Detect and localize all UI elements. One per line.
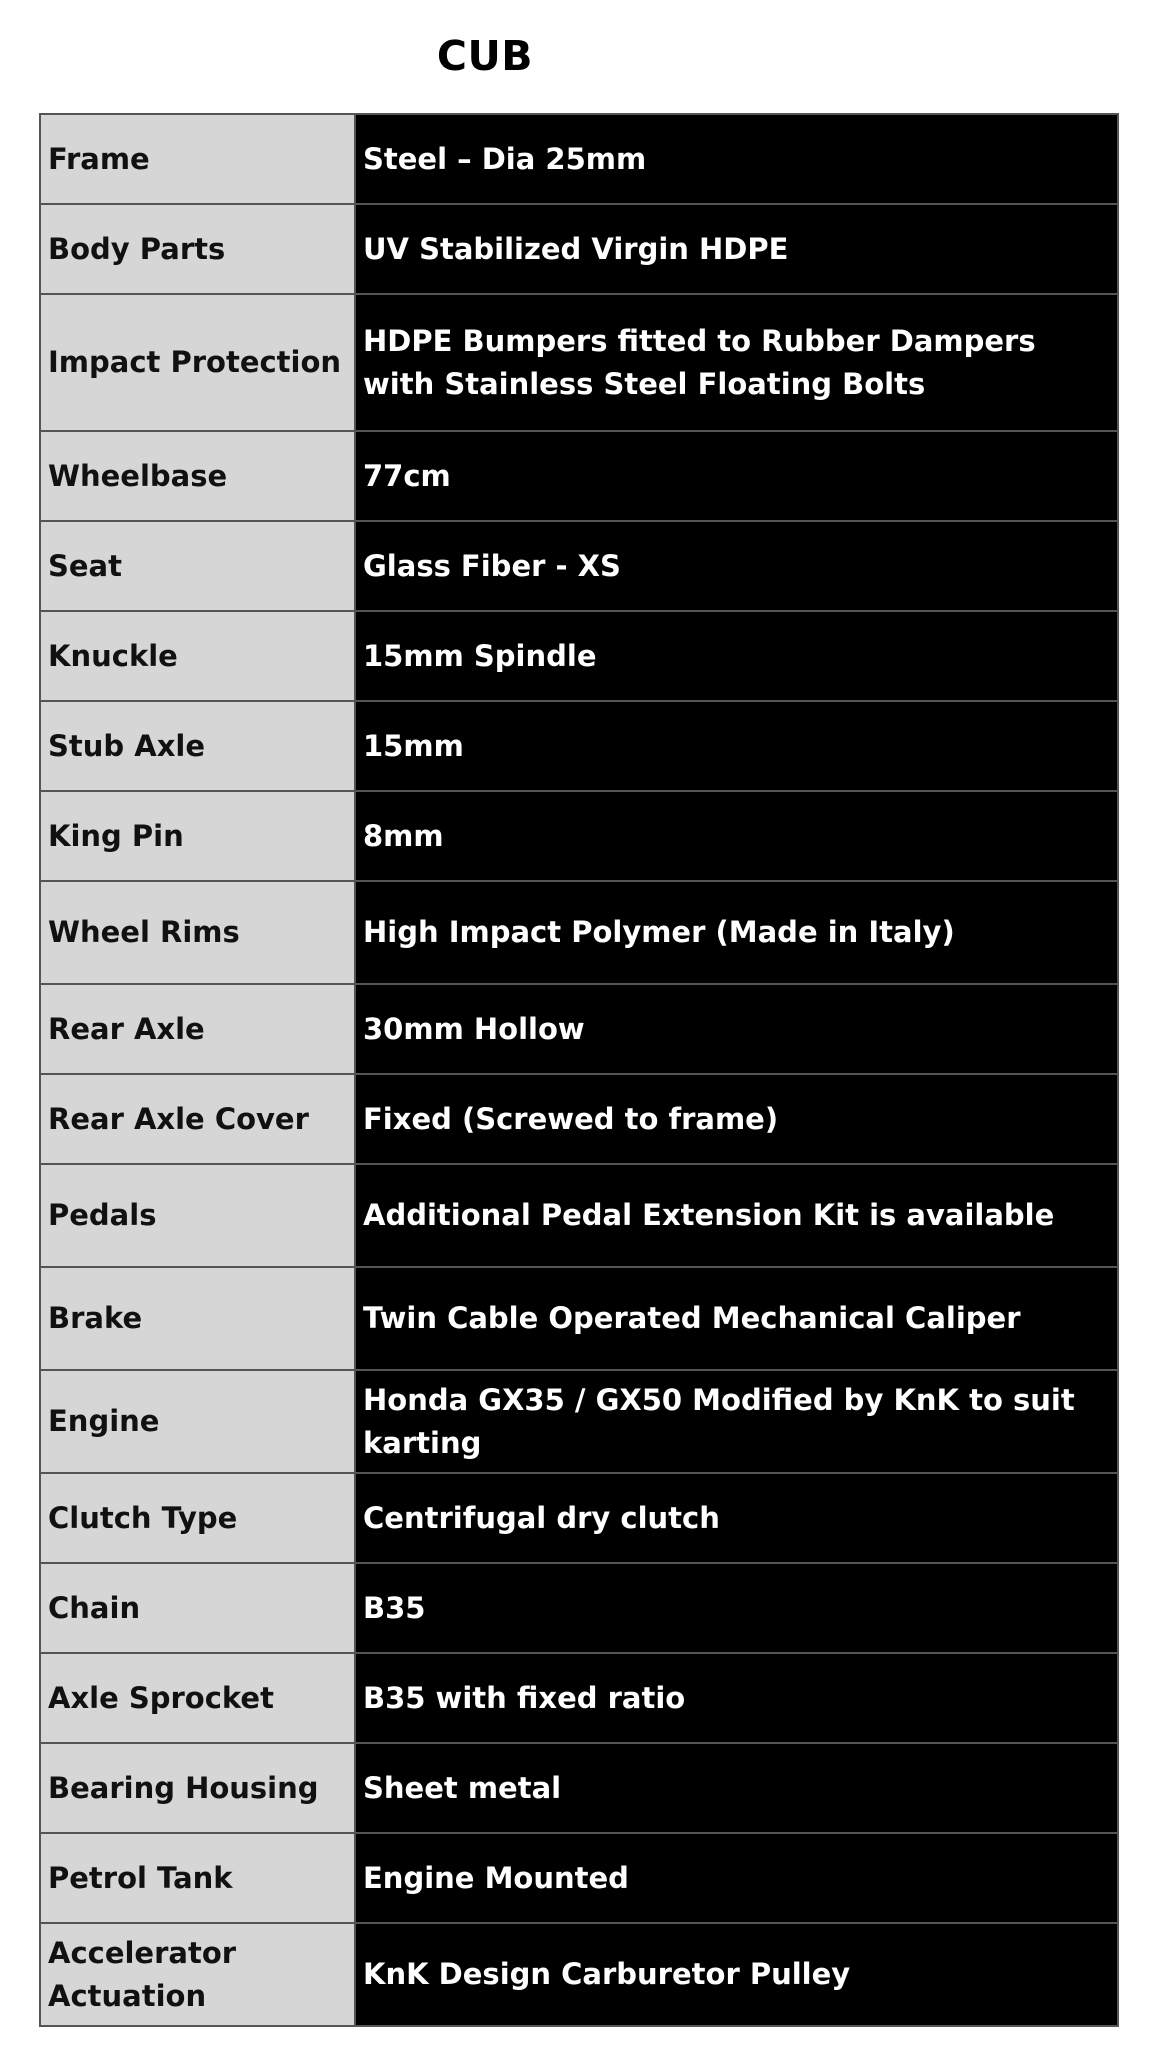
page-title: CUB — [436, 32, 534, 80]
spec-value: KnK Design Carburetor Pulley — [355, 1923, 1118, 2026]
table-row — [40, 1473, 1118, 1563]
spec-label: Rear Axle — [40, 984, 355, 1074]
spec-value: Glass Fiber - XS — [355, 521, 1118, 611]
spec-value: B35 with fixed ratio — [355, 1653, 1118, 1743]
spec-label: Accelerator Actuation — [40, 1923, 355, 2026]
spec-label: Chain — [40, 1563, 355, 1653]
spec-label: Knuckle — [40, 611, 355, 701]
spec-label: Seat — [40, 521, 355, 611]
spec-value: 15mm — [355, 701, 1118, 791]
spec-label: Wheel Rims — [40, 881, 355, 984]
spec-label: Pedals — [40, 1164, 355, 1267]
spec-value: HDPE Bumpers fitted to Rubber Dampers with Stainless Steel Floating Bolts — [355, 294, 1118, 431]
table-row — [40, 204, 1118, 294]
spec-value: 8mm — [355, 791, 1118, 881]
spec-label: Bearing Housing — [40, 1743, 355, 1833]
table-row — [40, 1923, 1118, 2026]
spec-value: 77cm — [355, 431, 1118, 521]
spec-value: 30mm Hollow — [355, 984, 1118, 1074]
spec-value: Centrifugal dry clutch — [355, 1473, 1118, 1563]
table-row — [40, 984, 1118, 1074]
spec-label: Body Parts — [40, 204, 355, 294]
table-row — [40, 1653, 1118, 1743]
table-row — [40, 1074, 1118, 1164]
spec-label: Brake — [40, 1267, 355, 1370]
spec-value: Additional Pedal Extension Kit is available — [355, 1164, 1118, 1267]
spec-label: King Pin — [40, 791, 355, 881]
spec-label: Clutch Type — [40, 1473, 355, 1563]
spec-table — [39, 113, 1119, 2027]
spec-value: Fixed (Screwed to frame) — [355, 1074, 1118, 1164]
spec-label: Petrol Tank — [40, 1833, 355, 1923]
table-row — [40, 1743, 1118, 1833]
table-row — [40, 521, 1118, 611]
spec-value: Sheet metal — [355, 1743, 1118, 1833]
table-row — [40, 431, 1118, 521]
spec-label: Axle Sprocket — [40, 1653, 355, 1743]
spec-value: High Impact Polymer (Made in Italy) — [355, 881, 1118, 984]
spec-label: Engine — [40, 1370, 355, 1473]
spec-value: Engine Mounted — [355, 1833, 1118, 1923]
table-row — [40, 611, 1118, 701]
spec-value: UV Stabilized Virgin HDPE — [355, 204, 1118, 294]
spec-value: 15mm Spindle — [355, 611, 1118, 701]
table-row — [40, 1267, 1118, 1370]
spec-label: Wheelbase — [40, 431, 355, 521]
table-row — [40, 701, 1118, 791]
spec-label: Rear Axle Cover — [40, 1074, 355, 1164]
table-row — [40, 881, 1118, 984]
table-row — [40, 1833, 1118, 1923]
table-row — [40, 1370, 1118, 1473]
spec-value: Steel – Dia 25mm — [355, 114, 1118, 204]
table-row — [40, 114, 1118, 204]
table-row — [40, 1563, 1118, 1653]
spec-value: Honda GX35 / GX50 Modified by KnK to suit karting — [355, 1370, 1118, 1473]
table-row — [40, 791, 1118, 881]
spec-label: Frame — [40, 114, 355, 204]
table-row — [40, 1164, 1118, 1267]
spec-value: B35 — [355, 1563, 1118, 1653]
table-row — [40, 294, 1118, 431]
spec-value: Twin Cable Operated Mechanical Caliper — [355, 1267, 1118, 1370]
spec-label: Stub Axle — [40, 701, 355, 791]
spec-table-body — [40, 114, 1118, 2026]
spec-label: Impact Protection — [40, 294, 355, 431]
